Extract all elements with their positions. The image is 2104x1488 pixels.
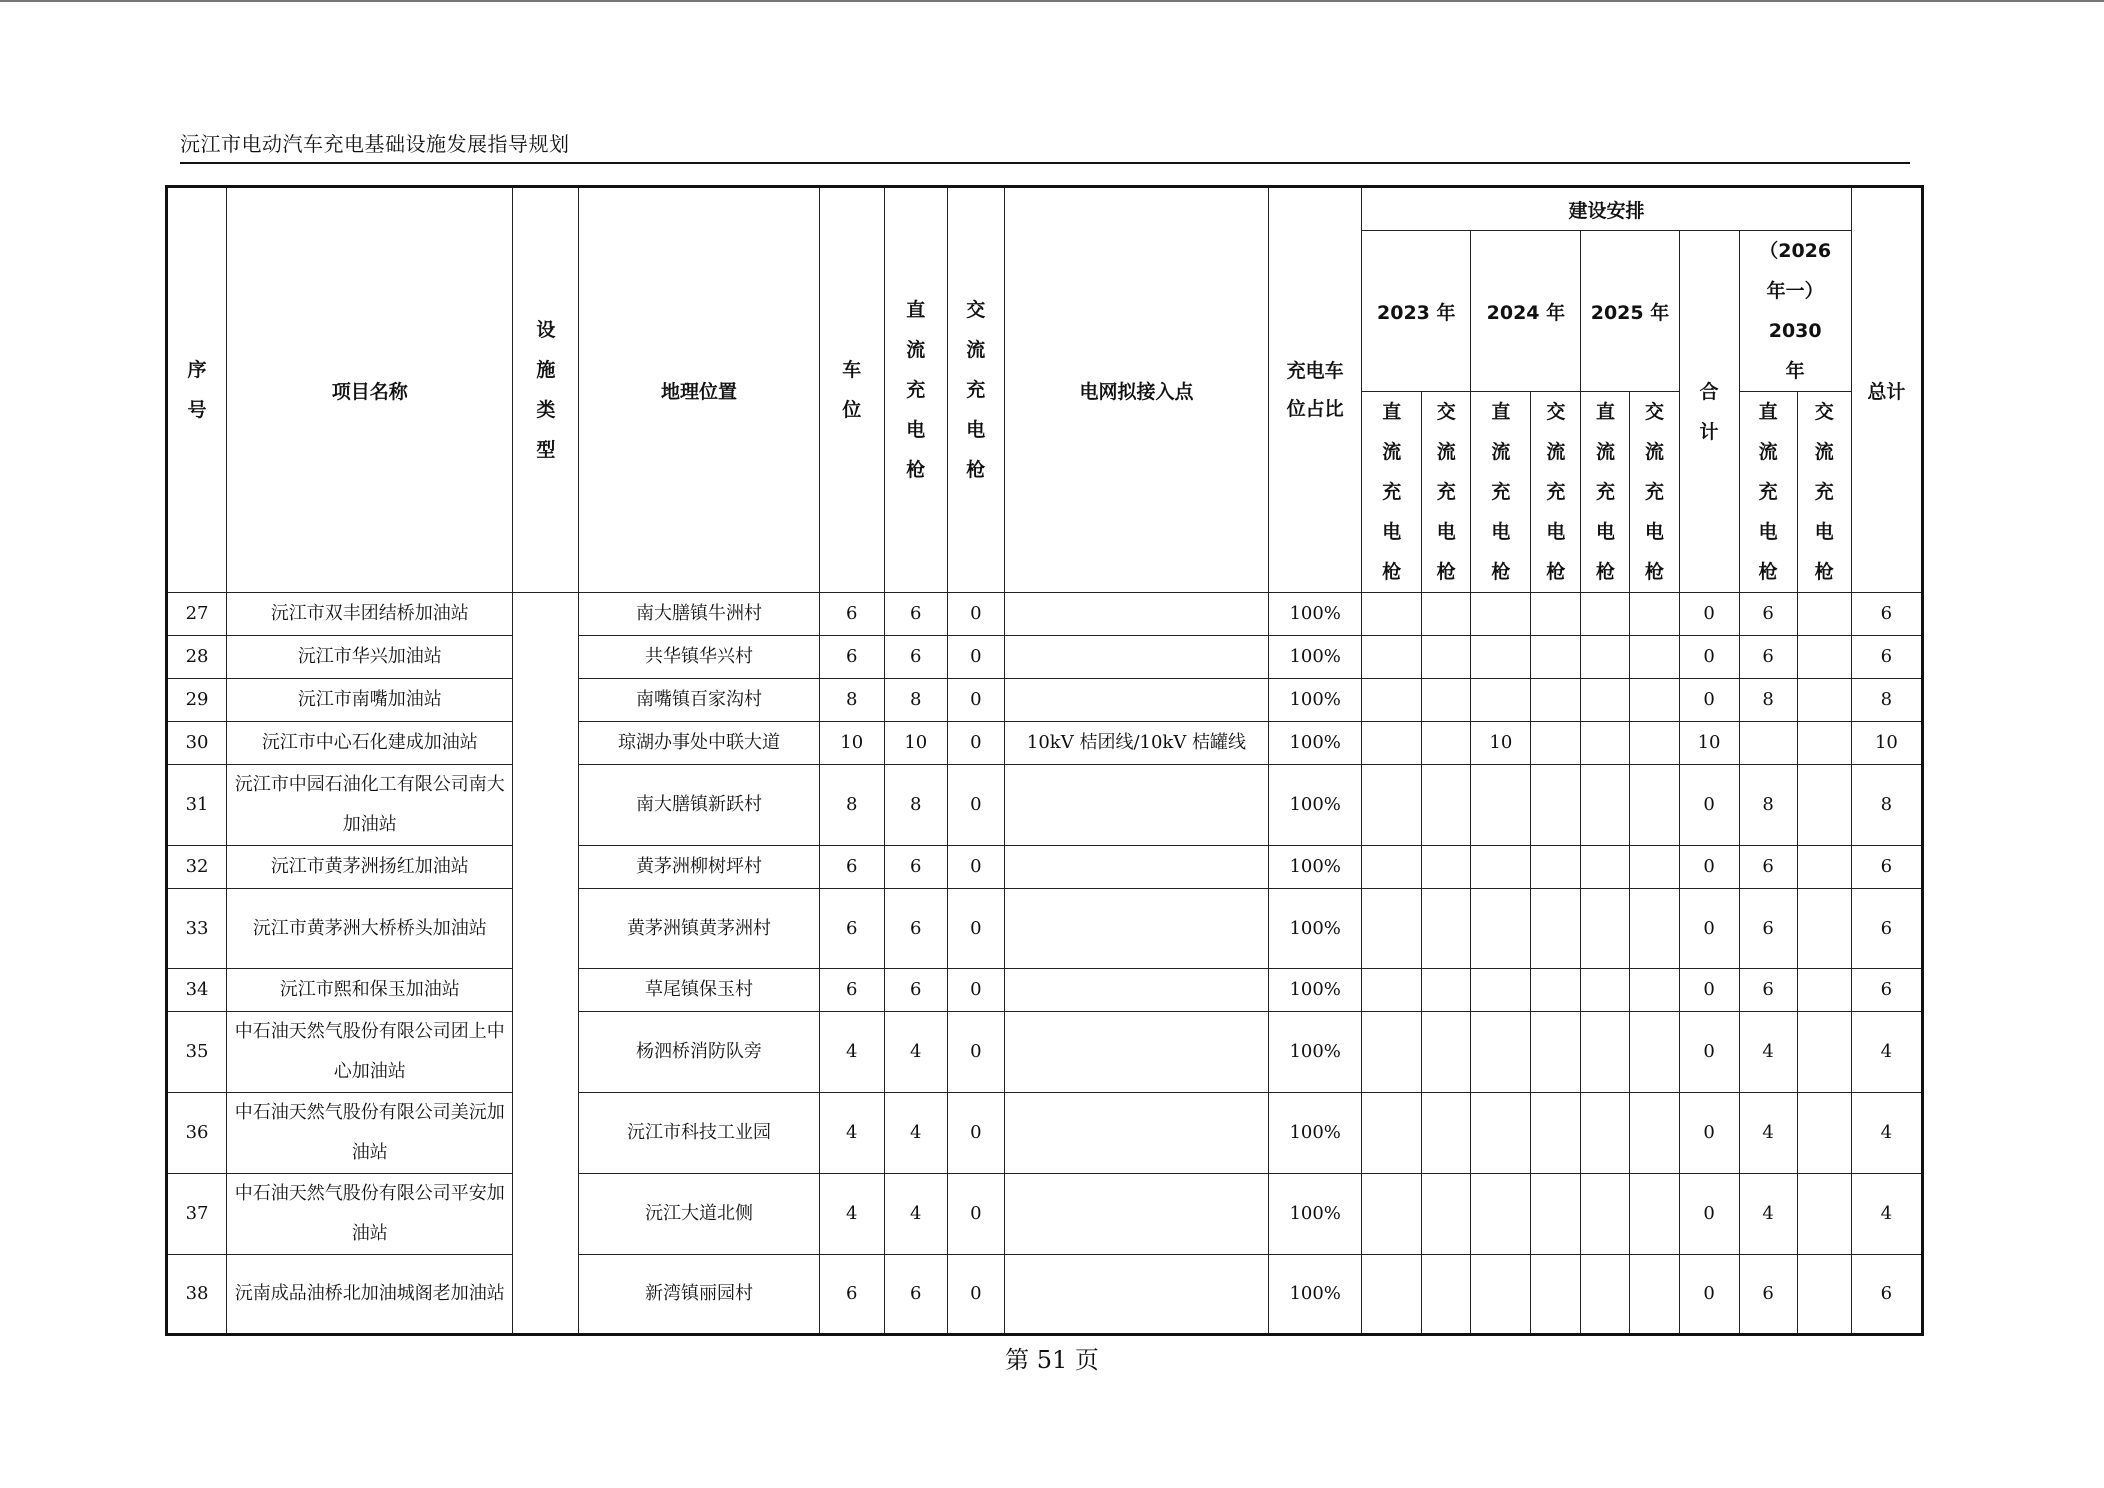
cell-dc: 8 bbox=[884, 679, 947, 722]
cell-dc2030: 6 bbox=[1739, 593, 1797, 636]
cell-dc: 6 bbox=[884, 1255, 947, 1335]
cell-parking: 8 bbox=[819, 679, 884, 722]
cell-ac2030 bbox=[1797, 846, 1851, 889]
cell-ac2025 bbox=[1630, 969, 1679, 1012]
cell-dc2023 bbox=[1362, 722, 1422, 765]
cell-dc2030: 6 bbox=[1739, 969, 1797, 1012]
cell-location: 共华镇华兴村 bbox=[579, 636, 819, 679]
cell-parking: 6 bbox=[819, 969, 884, 1012]
header-rule bbox=[180, 162, 1910, 164]
header-dc-2023: 直流充电枪 bbox=[1362, 392, 1422, 593]
cell-dc: 6 bbox=[884, 846, 947, 889]
cell-total: 4 bbox=[1851, 1012, 1922, 1093]
cell-seq: 35 bbox=[167, 1012, 227, 1093]
cell-ac2030 bbox=[1797, 1255, 1851, 1335]
cell-dc2023 bbox=[1362, 593, 1422, 636]
cell-ratio: 100% bbox=[1269, 1012, 1362, 1093]
cell-ratio: 100% bbox=[1269, 846, 1362, 889]
table-row bbox=[167, 722, 1923, 765]
cell-total: 6 bbox=[1851, 969, 1922, 1012]
cell-dc2024 bbox=[1471, 889, 1531, 969]
cell-subtotal: 0 bbox=[1679, 679, 1739, 722]
cell-grid bbox=[1004, 846, 1268, 889]
cell-ac2023 bbox=[1422, 722, 1471, 765]
cell-location: 南大膳镇新跃村 bbox=[579, 765, 819, 846]
cell-parking: 6 bbox=[819, 593, 884, 636]
cell-ac: 0 bbox=[947, 889, 1004, 969]
cell-ac2030 bbox=[1797, 722, 1851, 765]
cell-ac2025 bbox=[1630, 889, 1679, 969]
table-head bbox=[167, 187, 1923, 593]
cell-ratio: 100% bbox=[1269, 722, 1362, 765]
cell-total: 6 bbox=[1851, 593, 1922, 636]
cell-ac2023 bbox=[1422, 846, 1471, 889]
table-row bbox=[167, 1174, 1923, 1255]
cell-dc2023 bbox=[1362, 1012, 1422, 1093]
cell-name: 沅南成品油桥北加油城阁老加油站 bbox=[227, 1255, 513, 1335]
header-2024: 2024 年 bbox=[1471, 231, 1581, 392]
header-dc-2030: 直流充电枪 bbox=[1739, 392, 1797, 593]
cell-facility-type bbox=[513, 765, 579, 846]
cell-facility-type bbox=[513, 1012, 579, 1093]
cell-dc2025 bbox=[1581, 722, 1630, 765]
cell-dc: 4 bbox=[884, 1012, 947, 1093]
cell-ac2030 bbox=[1797, 679, 1851, 722]
cell-dc2023 bbox=[1362, 1093, 1422, 1174]
cell-facility-type bbox=[513, 889, 579, 969]
cell-facility-type bbox=[513, 846, 579, 889]
cell-dc2025 bbox=[1581, 765, 1630, 846]
cell-ac: 0 bbox=[947, 1093, 1004, 1174]
cell-subtotal: 0 bbox=[1679, 846, 1739, 889]
cell-dc2023 bbox=[1362, 1255, 1422, 1335]
cell-dc2030: 6 bbox=[1739, 846, 1797, 889]
cell-subtotal: 0 bbox=[1679, 889, 1739, 969]
page-number: 第 51 页 bbox=[1005, 1346, 1099, 1374]
cell-location: 琼湖办事处中联大道 bbox=[579, 722, 819, 765]
cell-ac2024 bbox=[1531, 679, 1581, 722]
cell-subtotal: 0 bbox=[1679, 1255, 1739, 1335]
cell-total: 4 bbox=[1851, 1174, 1922, 1255]
header-grid-point: 电网拟接入点 bbox=[1004, 187, 1268, 593]
cell-total: 6 bbox=[1851, 1255, 1922, 1335]
cell-parking: 8 bbox=[819, 765, 884, 846]
cell-parking: 6 bbox=[819, 889, 884, 969]
table-row bbox=[167, 889, 1923, 969]
cell-dc2030: 8 bbox=[1739, 765, 1797, 846]
cell-ac2024 bbox=[1531, 1012, 1581, 1093]
cell-ratio: 100% bbox=[1269, 1255, 1362, 1335]
cell-dc: 6 bbox=[884, 889, 947, 969]
cell-dc2023 bbox=[1362, 679, 1422, 722]
cell-dc2030 bbox=[1739, 722, 1797, 765]
cell-parking: 4 bbox=[819, 1174, 884, 1255]
cell-ac2025 bbox=[1630, 636, 1679, 679]
cell-seq: 32 bbox=[167, 846, 227, 889]
cell-ac2023 bbox=[1422, 636, 1471, 679]
cell-total: 8 bbox=[1851, 679, 1922, 722]
cell-dc: 10 bbox=[884, 722, 947, 765]
header-construction: 建设安排 bbox=[1362, 187, 1852, 231]
cell-dc2030: 4 bbox=[1739, 1174, 1797, 1255]
cell-ac2024 bbox=[1531, 846, 1581, 889]
cell-grid bbox=[1004, 636, 1268, 679]
cell-ac: 0 bbox=[947, 636, 1004, 679]
header-ac-2030: 交流充电枪 bbox=[1797, 392, 1851, 593]
cell-dc2025 bbox=[1581, 1093, 1630, 1174]
cell-dc2024 bbox=[1471, 1093, 1531, 1174]
cell-dc2030: 6 bbox=[1739, 636, 1797, 679]
cell-ac2024 bbox=[1531, 1174, 1581, 1255]
cell-grid bbox=[1004, 1093, 1268, 1174]
header-ac-2025: 交流充电枪 bbox=[1630, 392, 1679, 593]
cell-ratio: 100% bbox=[1269, 969, 1362, 1012]
cell-parking: 10 bbox=[819, 722, 884, 765]
header-name: 项目名称 bbox=[227, 187, 513, 593]
cell-parking: 6 bbox=[819, 1255, 884, 1335]
cell-dc2025 bbox=[1581, 593, 1630, 636]
cell-dc2025 bbox=[1581, 1255, 1630, 1335]
cell-location: 南大膳镇牛洲村 bbox=[579, 593, 819, 636]
cell-subtotal: 0 bbox=[1679, 636, 1739, 679]
cell-dc2025 bbox=[1581, 1012, 1630, 1093]
cell-dc2024 bbox=[1471, 636, 1531, 679]
cell-ac2024 bbox=[1531, 636, 1581, 679]
cell-dc2025 bbox=[1581, 969, 1630, 1012]
cell-ac2025 bbox=[1630, 1174, 1679, 1255]
cell-ac2023 bbox=[1422, 889, 1471, 969]
header-ac-2024: 交流充电枪 bbox=[1531, 392, 1581, 593]
cell-total: 4 bbox=[1851, 1093, 1922, 1174]
cell-ac2023 bbox=[1422, 1093, 1471, 1174]
header-total: 总计 bbox=[1851, 187, 1922, 593]
cell-seq: 38 bbox=[167, 1255, 227, 1335]
cell-ratio: 100% bbox=[1269, 593, 1362, 636]
cell-location: 黄茅洲柳树坪村 bbox=[579, 846, 819, 889]
cell-ac2030 bbox=[1797, 1174, 1851, 1255]
cell-dc: 6 bbox=[884, 593, 947, 636]
cell-location: 杨泗桥消防队旁 bbox=[579, 1012, 819, 1093]
cell-ac2025 bbox=[1630, 846, 1679, 889]
cell-parking: 6 bbox=[819, 846, 884, 889]
cell-subtotal: 0 bbox=[1679, 1174, 1739, 1255]
cell-grid bbox=[1004, 1012, 1268, 1093]
header-subtotal: 合计 bbox=[1679, 231, 1739, 593]
cell-seq: 36 bbox=[167, 1093, 227, 1174]
cell-dc2023 bbox=[1362, 636, 1422, 679]
cell-ratio: 100% bbox=[1269, 1174, 1362, 1255]
header-location: 地理位置 bbox=[579, 187, 819, 593]
cell-seq: 31 bbox=[167, 765, 227, 846]
cell-name: 沅江市黄茅洲扬红加油站 bbox=[227, 846, 513, 889]
cell-total: 6 bbox=[1851, 889, 1922, 969]
cell-ac2030 bbox=[1797, 1093, 1851, 1174]
cell-location: 新湾镇丽园村 bbox=[579, 1255, 819, 1335]
header-dc-2025: 直流充电枪 bbox=[1581, 392, 1630, 593]
cell-grid bbox=[1004, 593, 1268, 636]
cell-location: 沅江市科技工业园 bbox=[579, 1093, 819, 1174]
cell-subtotal: 0 bbox=[1679, 1093, 1739, 1174]
header-dc-gun: 直流充电枪 bbox=[884, 187, 947, 593]
cell-facility-type bbox=[513, 1174, 579, 1255]
cell-dc2030: 6 bbox=[1739, 1255, 1797, 1335]
cell-ac: 0 bbox=[947, 1255, 1004, 1335]
cell-grid bbox=[1004, 1174, 1268, 1255]
cell-dc: 6 bbox=[884, 636, 947, 679]
cell-ac2025 bbox=[1630, 593, 1679, 636]
cell-ac2023 bbox=[1422, 765, 1471, 846]
header-seq: 序号 bbox=[167, 187, 227, 593]
cell-subtotal: 0 bbox=[1679, 969, 1739, 1012]
cell-parking: 6 bbox=[819, 636, 884, 679]
header-ratio: 充电车位占比 bbox=[1269, 187, 1362, 593]
table-row bbox=[167, 636, 1923, 679]
cell-dc2025 bbox=[1581, 636, 1630, 679]
cell-name: 中石油天然气股份有限公司美沅加油站 bbox=[227, 1093, 513, 1174]
table-row bbox=[167, 1093, 1923, 1174]
cell-subtotal: 0 bbox=[1679, 1012, 1739, 1093]
cell-dc2023 bbox=[1362, 889, 1422, 969]
cell-seq: 28 bbox=[167, 636, 227, 679]
cell-seq: 37 bbox=[167, 1174, 227, 1255]
cell-facility-type bbox=[513, 679, 579, 722]
cell-grid bbox=[1004, 679, 1268, 722]
cell-total: 8 bbox=[1851, 765, 1922, 846]
cell-name: 沅江市黄茅洲大桥桥头加油站 bbox=[227, 889, 513, 969]
cell-facility-type bbox=[513, 969, 579, 1012]
cell-grid bbox=[1004, 889, 1268, 969]
cell-grid bbox=[1004, 765, 1268, 846]
cell-ac2030 bbox=[1797, 969, 1851, 1012]
cell-ac2023 bbox=[1422, 1012, 1471, 1093]
cell-dc2025 bbox=[1581, 889, 1630, 969]
cell-facility-type bbox=[513, 1093, 579, 1174]
cell-grid bbox=[1004, 969, 1268, 1012]
cell-ratio: 100% bbox=[1269, 679, 1362, 722]
cell-dc2024 bbox=[1471, 679, 1531, 722]
cell-dc2023 bbox=[1362, 1174, 1422, 1255]
cell-ac: 0 bbox=[947, 846, 1004, 889]
cell-dc2030: 6 bbox=[1739, 889, 1797, 969]
header-facility-type: 设施类型 bbox=[513, 187, 579, 593]
cell-ratio: 100% bbox=[1269, 636, 1362, 679]
cell-ac2023 bbox=[1422, 969, 1471, 1012]
cell-ac2024 bbox=[1531, 765, 1581, 846]
cell-ac: 0 bbox=[947, 1174, 1004, 1255]
table-row bbox=[167, 1255, 1923, 1335]
cell-seq: 34 bbox=[167, 969, 227, 1012]
cell-ac2025 bbox=[1630, 679, 1679, 722]
cell-facility-type bbox=[513, 1255, 579, 1335]
cell-name: 沅江市中园石油化工有限公司南大加油站 bbox=[227, 765, 513, 846]
header-ac-gun: 交流充电枪 bbox=[947, 187, 1004, 593]
cell-ac2023 bbox=[1422, 1174, 1471, 1255]
cell-ac2024 bbox=[1531, 1255, 1581, 1335]
cell-ratio: 100% bbox=[1269, 1093, 1362, 1174]
table-row bbox=[167, 765, 1923, 846]
cell-dc: 4 bbox=[884, 1174, 947, 1255]
cell-ac2030 bbox=[1797, 889, 1851, 969]
cell-parking: 4 bbox=[819, 1093, 884, 1174]
cell-dc2024 bbox=[1471, 593, 1531, 636]
cell-location: 草尾镇保玉村 bbox=[579, 969, 819, 1012]
cell-ac2023 bbox=[1422, 593, 1471, 636]
cell-dc2024 bbox=[1471, 765, 1531, 846]
cell-subtotal: 0 bbox=[1679, 593, 1739, 636]
cell-parking: 4 bbox=[819, 1012, 884, 1093]
cell-location: 南嘴镇百家沟村 bbox=[579, 679, 819, 722]
cell-ac2025 bbox=[1630, 1012, 1679, 1093]
cell-dc2024 bbox=[1471, 1012, 1531, 1093]
cell-dc2025 bbox=[1581, 679, 1630, 722]
cell-ac2024 bbox=[1531, 1093, 1581, 1174]
cell-dc: 8 bbox=[884, 765, 947, 846]
cell-ac2030 bbox=[1797, 593, 1851, 636]
cell-facility-type bbox=[513, 722, 579, 765]
cell-total: 6 bbox=[1851, 846, 1922, 889]
cell-name: 中石油天然气股份有限公司团上中心加油站 bbox=[227, 1012, 513, 1093]
cell-name: 沅江市南嘴加油站 bbox=[227, 679, 513, 722]
cell-facility-type bbox=[513, 593, 579, 636]
table-row bbox=[167, 679, 1923, 722]
cell-name: 沅江市双丰团结桥加油站 bbox=[227, 593, 513, 636]
header-2026-2030: （2026 年一）2030 年 bbox=[1739, 231, 1851, 392]
cell-ac: 0 bbox=[947, 679, 1004, 722]
header-2025: 2025 年 bbox=[1581, 231, 1679, 392]
cell-ac: 0 bbox=[947, 593, 1004, 636]
table-body bbox=[167, 593, 1923, 1335]
cell-ratio: 100% bbox=[1269, 889, 1362, 969]
document-header: 沅江市电动汽车充电基础设施发展指导规划 bbox=[180, 132, 570, 156]
cell-ac2023 bbox=[1422, 1255, 1471, 1335]
cell-ac2025 bbox=[1630, 1093, 1679, 1174]
cell-dc2030: 4 bbox=[1739, 1012, 1797, 1093]
cell-total: 10 bbox=[1851, 722, 1922, 765]
cell-grid: 10kV 桔团线/10kV 桔罐线 bbox=[1004, 722, 1268, 765]
header-dc-2024: 直流充电枪 bbox=[1471, 392, 1531, 593]
charging-plan-table bbox=[165, 185, 1924, 1336]
cell-grid bbox=[1004, 1255, 1268, 1335]
header-ac-2023: 交流充电枪 bbox=[1422, 392, 1471, 593]
cell-ac2030 bbox=[1797, 765, 1851, 846]
cell-ac: 0 bbox=[947, 722, 1004, 765]
cell-dc2024 bbox=[1471, 969, 1531, 1012]
cell-name: 沅江市华兴加油站 bbox=[227, 636, 513, 679]
cell-location: 沅江大道北侧 bbox=[579, 1174, 819, 1255]
cell-dc2023 bbox=[1362, 765, 1422, 846]
cell-ac2030 bbox=[1797, 636, 1851, 679]
cell-ac2024 bbox=[1531, 889, 1581, 969]
cell-location: 黄茅洲镇黄茅洲村 bbox=[579, 889, 819, 969]
cell-ac2025 bbox=[1630, 765, 1679, 846]
top-border-line bbox=[0, 0, 2104, 2]
cell-subtotal: 10 bbox=[1679, 722, 1739, 765]
table-row bbox=[167, 969, 1923, 1012]
table-row bbox=[167, 1012, 1923, 1093]
table-row bbox=[167, 846, 1923, 889]
cell-seq: 33 bbox=[167, 889, 227, 969]
cell-seq: 30 bbox=[167, 722, 227, 765]
cell-ac: 0 bbox=[947, 1012, 1004, 1093]
cell-dc2025 bbox=[1581, 846, 1630, 889]
cell-name: 沅江市熙和保玉加油站 bbox=[227, 969, 513, 1012]
cell-dc2023 bbox=[1362, 846, 1422, 889]
cell-ac2024 bbox=[1531, 593, 1581, 636]
cell-dc2023 bbox=[1362, 969, 1422, 1012]
cell-ac2023 bbox=[1422, 679, 1471, 722]
cell-seq: 27 bbox=[167, 593, 227, 636]
cell-ac2025 bbox=[1630, 1255, 1679, 1335]
cell-subtotal: 0 bbox=[1679, 765, 1739, 846]
cell-ac2024 bbox=[1531, 722, 1581, 765]
cell-name: 中石油天然气股份有限公司平安加油站 bbox=[227, 1174, 513, 1255]
cell-total: 6 bbox=[1851, 636, 1922, 679]
cell-facility-type bbox=[513, 636, 579, 679]
header-parking: 车位 bbox=[819, 187, 884, 593]
cell-dc2024: 10 bbox=[1471, 722, 1531, 765]
cell-dc2030: 8 bbox=[1739, 679, 1797, 722]
cell-ac2024 bbox=[1531, 969, 1581, 1012]
cell-dc: 4 bbox=[884, 1093, 947, 1174]
table-row bbox=[167, 593, 1923, 636]
cell-dc: 6 bbox=[884, 969, 947, 1012]
cell-dc2025 bbox=[1581, 1174, 1630, 1255]
cell-ratio: 100% bbox=[1269, 765, 1362, 846]
cell-dc2024 bbox=[1471, 1255, 1531, 1335]
cell-seq: 29 bbox=[167, 679, 227, 722]
header-2023: 2023 年 bbox=[1362, 231, 1471, 392]
cell-dc2024 bbox=[1471, 1174, 1531, 1255]
cell-ac: 0 bbox=[947, 969, 1004, 1012]
cell-ac: 0 bbox=[947, 765, 1004, 846]
cell-dc2030: 4 bbox=[1739, 1093, 1797, 1174]
cell-name: 沅江市中心石化建成加油站 bbox=[227, 722, 513, 765]
cell-ac2025 bbox=[1630, 722, 1679, 765]
cell-dc2024 bbox=[1471, 846, 1531, 889]
cell-ac2030 bbox=[1797, 1012, 1851, 1093]
